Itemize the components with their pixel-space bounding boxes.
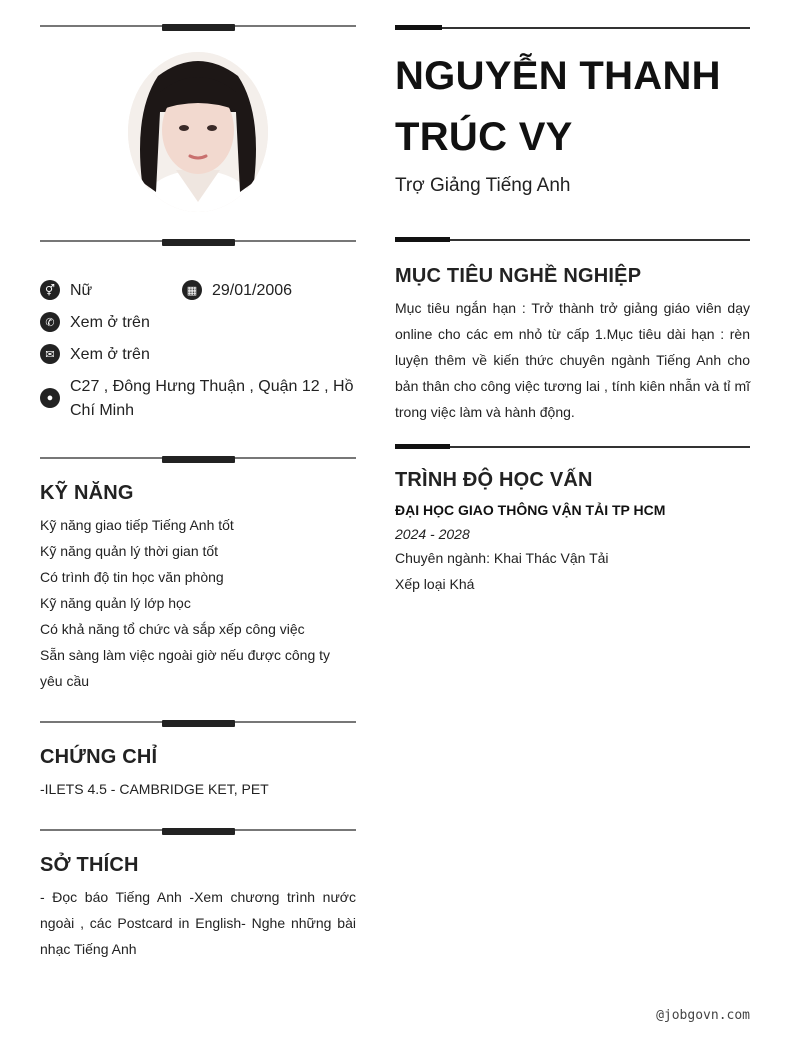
gender-icon: ⚥: [40, 280, 60, 300]
birthdate-text: 29/01/2006: [212, 282, 293, 299]
hobbies-text: - Đọc báo Tiếng Anh -Xem chương trình nước ngoài , các Postcard in English- Nghe những bài nhạc Tiếng Anh: [40, 889, 356, 957]
email-text: Xem ở trên: [70, 346, 150, 363]
address-text: C27 , Đông Hưng Thuận , Quận 12 , Hồ Chí Minh: [70, 378, 354, 419]
phone-row: [40, 311, 150, 335]
divider-objective: [395, 237, 750, 243]
rank-text: Xếp loại Khá: [395, 576, 475, 592]
location-pin-icon: ●: [40, 388, 60, 408]
objective-title: MỤC TIÊU NGHỀ NGHIỆP: [395, 265, 642, 287]
name-line-2: TRÚC VY: [395, 115, 573, 159]
skill-item: Sẵn sàng làm việc ngoài giờ nếu được công ty yêu cầu: [40, 647, 331, 689]
divider-education: [395, 444, 750, 450]
skill-item: Kỹ năng giao tiếp Tiếng Anh tốt: [40, 517, 234, 533]
name-line-1: NGUYỄN THANH: [395, 54, 721, 98]
objective-text: Mục tiêu ngắn hạn : Trở thành trở giảng giáo viên dạy online cho các em nhỏ từ cấp 1.Mục tiêu dài hạn : rèn luyện thêm về kiến thức chuyên ngành Tiếng Anh cho bản thân cho công việc tương lai , tính kiên nhẫn và tỉ mĩ trong việc làm và hành động.: [395, 300, 750, 420]
address-row: [40, 375, 356, 423]
candidate-name: [395, 46, 750, 168]
divider-top-right: [395, 25, 750, 31]
education-title: TRÌNH ĐỘ HỌC VẤN: [395, 469, 593, 491]
divider-skills: [40, 456, 356, 460]
divider-profile: [40, 239, 356, 243]
phone-icon: ✆: [40, 312, 60, 332]
mail-icon: ✉: [40, 344, 60, 364]
avatar: [128, 52, 268, 212]
birthdate-row: [182, 279, 292, 303]
skill-item: Có trình độ tin học văn phòng: [40, 569, 224, 585]
gender-row: [40, 279, 92, 303]
skill-item: Kỹ năng quản lý thời gian tốt: [40, 543, 219, 559]
divider-hobbies: [40, 828, 356, 832]
divider-certificates: [40, 720, 356, 724]
major-text: Chuyên ngành: Khai Thác Vận Tải: [395, 550, 609, 566]
watermark: @jobgovn.com: [656, 1008, 750, 1023]
skill-item: Có khả năng tổ chức và sắp xếp công việc: [40, 621, 305, 637]
skills-list: [40, 512, 356, 694]
education-entry: [395, 497, 750, 597]
avatar-portrait: [128, 52, 268, 212]
email-row: [40, 343, 150, 367]
skills-title: KỸ NĂNG: [40, 482, 134, 504]
job-title: Trợ Giảng Tiếng Anh: [395, 175, 571, 196]
certificates-title: CHỨNG CHỈ: [40, 746, 158, 768]
skill-item: Kỹ năng quản lý lớp học: [40, 595, 191, 611]
calendar-icon: ▦: [182, 280, 202, 300]
hobbies-title: SỞ THÍCH: [40, 854, 139, 876]
phone-text: Xem ở trên: [70, 314, 150, 331]
study-years: 2024 - 2028: [395, 526, 470, 542]
divider-top-left: [40, 24, 356, 28]
certificates-text: -ILETS 4.5 - CAMBRIDGE KET, PET: [40, 781, 269, 797]
school-name: ĐẠI HỌC GIAO THÔNG VẬN TẢI TP HCM: [395, 502, 666, 518]
gender-text: Nữ: [70, 282, 93, 299]
